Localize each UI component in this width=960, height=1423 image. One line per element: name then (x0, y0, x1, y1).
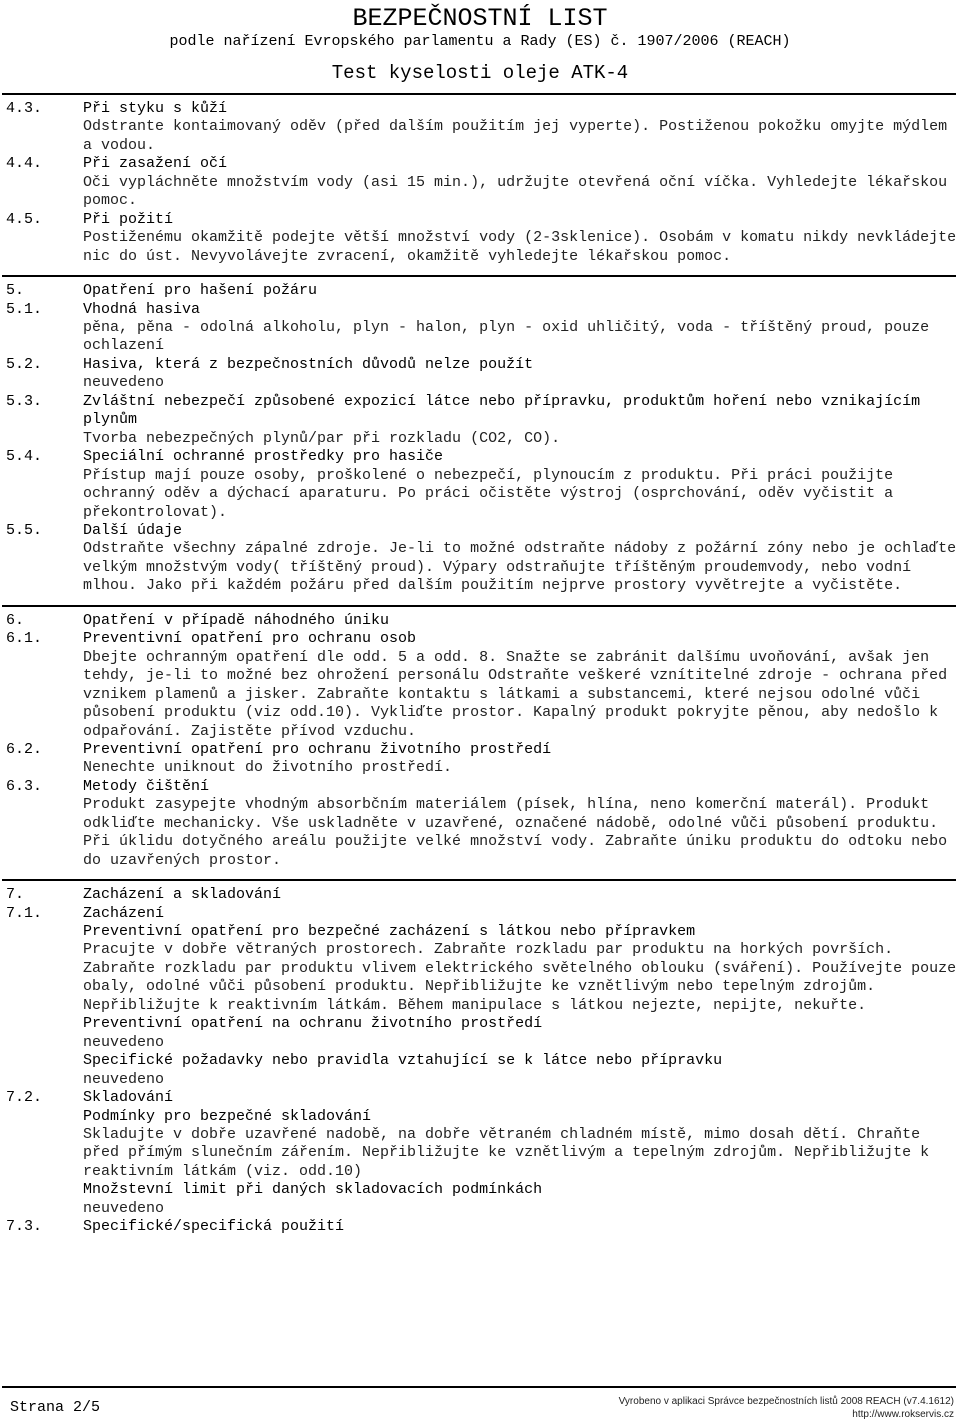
section-heading: Specifické/specifická použití (83, 1218, 345, 1236)
section-heading: Zacházení (83, 904, 165, 922)
generator-credit (619, 1395, 954, 1421)
section-text: Přístup mají pouze osoby, proškolené o nebezpečí, plynoucím z produktu. Při práci použijte ochranný oděv a dýchací aparaturu. Po práci očistěte výstroj (osprchování, oděv vyčistit a překontrolovat). (83, 466, 894, 521)
section-number: 4.5. (6, 210, 43, 228)
section-number: 7. (6, 886, 25, 904)
section-heading: Metody čištění (83, 777, 210, 795)
section-heading-row (0, 448, 960, 466)
section-number (0, 923, 83, 941)
document-title: BEZPEČNOSTNÍ LIST (352, 4, 608, 33)
section-number: 7.1. (6, 904, 43, 922)
section-number: 5.1. (6, 300, 43, 318)
section-number (0, 229, 83, 266)
section-heading-row (0, 155, 960, 173)
section-heading: Preventivní opatření pro bezpečné zacházení s látkou nebo přípravkem (83, 923, 696, 941)
section-number (0, 430, 83, 448)
section-number: 5. (6, 282, 25, 300)
section-text-row (0, 467, 960, 522)
section-text: neuvedeno (83, 1199, 165, 1217)
section-number: 6.3. (6, 777, 43, 795)
section-heading-row (0, 1052, 960, 1070)
section-heading: Preventivní opatření pro ochranu osob (83, 630, 417, 648)
section-text-row (0, 174, 960, 211)
section-number (0, 1052, 83, 1070)
section-number (0, 1015, 83, 1033)
section-number (0, 1108, 83, 1126)
section-number (0, 796, 83, 870)
section-number: 5.5. (6, 521, 43, 539)
section-text: Skladujte v dobře uzavřené nadobě, na dobře větraném chladném místě, mimo dosah dětí. Chraňte před přímým slunečním zářením. Nepřibližujte ke vznětlivým a tepelným zdrojům. Nepřibližujte k reaktivním látkám (viz. odd.10) (83, 1126, 930, 1180)
section-text-row (0, 374, 960, 392)
section-heading-row (0, 282, 960, 300)
section-text: Odstraňte všechny zápalné zdroje. Je-li to možné odstraňte nádoby z požární zóny nebo je ochlaďte velkým množstvým vody( tříštěný proud). Výpary odstraňujte tříštěným proudemvody, nebo vodní mlhou. Jako při každém požáru před dalším použitím nejprve prostory vyvětrejte a vyčistěte. (83, 540, 957, 595)
section-number (0, 941, 83, 1015)
section-heading-row (0, 1181, 960, 1199)
section-number (0, 118, 83, 155)
section-heading: Další údaje (83, 521, 183, 539)
section-text: Nenechte uniknout do životního prostředí. (83, 759, 453, 777)
section-divider (2, 879, 956, 881)
section-heading: Podmínky pro bezpečné skladování (83, 1107, 372, 1125)
section-heading-row (0, 1089, 960, 1107)
section-heading: Při styku s kůží (83, 100, 228, 117)
section-text-row (0, 941, 960, 1015)
section-heading-row (0, 612, 960, 630)
section-number: 5.2. (6, 355, 43, 373)
section-number (0, 467, 83, 522)
generator-app: Vyrobeno v aplikaci Správce bezpečnostních listů 2008 REACH (v7.4.1612) (618, 1396, 954, 1407)
section-number: 7.3. (6, 1218, 43, 1236)
section-text: Dbejte ochranným opatření dle odd. 5 a odd. 8. Snažte se zabránit dalšímu uvoňování, avšak jen tehdy, je-li to možné bez ohrožení personálu Odstraňte veškeré vznítitelné zdroje - ochrana před vznikem plamenů a jisker. Zabraňte kontaktu s látkami a substancemi, které nejsou odolné vůči působení produktu (viz odd.10). Vykliďte prostor. Kapalný produkt pokryjte pěnou, aby nedošlo k odpařování. Zajistěte přívod vzduchu. (83, 648, 948, 740)
section-number: 5.3. (6, 392, 43, 410)
section-number (0, 1181, 83, 1199)
section-heading-row (0, 923, 960, 941)
section-number (0, 540, 83, 595)
section-number (0, 374, 83, 392)
section-heading-row (0, 522, 960, 540)
section-heading: Preventivní opatření na ochranu životního prostředí (83, 1015, 543, 1033)
section-number (0, 319, 83, 356)
section-heading-row (0, 905, 960, 923)
section-number (0, 1071, 83, 1089)
section-text-row (0, 118, 960, 155)
header-rule (2, 93, 956, 95)
document-header (0, 0, 960, 96)
section-heading-row (0, 1015, 960, 1033)
section-heading-row (0, 356, 960, 374)
section-heading: Opatření pro hašení požáru (83, 282, 318, 300)
section-text: neuvedeno (83, 1070, 165, 1088)
section-text: Produkt zasypejte vhodným absorbčním materiálem (písek, hlína, neno komerční materál). Produkt odkliďte mechanicky. Vše uskladněte v uzavřené, označené nádobě, odolné vůči působení produktu. Při úklidu dotyčného areálu použijte velké množství vody. Zabraňte úniku produktu do odtoku nebo do uzavřených prostor. (83, 796, 948, 869)
section-heading: Při požití (83, 210, 174, 228)
section-text: neuvedeno (83, 1033, 165, 1051)
section-heading: Skladování (83, 1089, 174, 1107)
section-text: Postiženému okamžitě podejte větší množství vody (2-3sklenice). Osobám v komatu nikdy nevkládejte nic do úst. Nevyvolávejte zvracení, okamžitě vyhledejte lékařskou pomoc. (83, 229, 957, 265)
section-text-row (0, 1034, 960, 1052)
section-divider (2, 275, 956, 277)
section-heading: Zvláštní nebezpečí způsobené expozicí látce nebo přípravku, produktům hoření nebo vznikajícím plynům (83, 392, 921, 429)
section-number: 5.4. (6, 448, 43, 466)
page-number: Strana 2/5 (10, 1399, 101, 1416)
document-body (0, 100, 960, 1237)
section-heading-row (0, 741, 960, 759)
section-number (0, 759, 83, 777)
section-text-row (0, 796, 960, 870)
section-text-row (0, 229, 960, 266)
section-heading-row (0, 393, 960, 430)
section-text: neuvedeno (83, 374, 165, 392)
section-heading: Opatření v případě náhodného úniku (83, 611, 390, 629)
section-heading-row (0, 301, 960, 319)
section-text-row (0, 1200, 960, 1218)
section-text: pěna, pěna - odolná alkoholu, plyn - halon, plyn - oxid uhličitý, voda - tříštěný proud, pouze ochlazení (83, 318, 930, 355)
document-footer (0, 1385, 960, 1423)
section-heading: Speciální ochranné prostředky pro hasiče (83, 448, 444, 466)
section-divider (2, 605, 956, 607)
section-number: 6.1. (6, 630, 43, 648)
section-text-row (0, 1126, 960, 1181)
section-heading: Hasiva, která z bezpečnostních důvodů nelze použít (83, 355, 534, 373)
section-number (0, 1034, 83, 1052)
section-heading: Specifické požadavky nebo pravidla vztahující se k látce nebo přípravku (83, 1052, 723, 1070)
section-heading: Zacházení a skladování (83, 886, 282, 904)
section-heading-row (0, 886, 960, 904)
section-text-row (0, 319, 960, 356)
section-number (0, 649, 83, 741)
section-number: 4.4. (6, 155, 43, 173)
section-number (0, 1200, 83, 1218)
section-number: 4.3. (6, 100, 43, 117)
section-text: Oči vypláchněte množstvím vody (asi 15 min.), udržujte otevřená oční víčka. Vyhledejte lékařskou pomoc. (83, 173, 948, 210)
section-heading-row (0, 211, 960, 229)
section-text: Odstrante kontaimovaný oděv (před dalším použitím jej vyperte). Postiženou pokožku omyjte mýdlem a vodou. (83, 118, 948, 154)
section-number: 6. (6, 611, 25, 629)
section-heading: Množstevní limit při daných skladovacích podmínkách (83, 1181, 543, 1199)
section-text: Pracujte v dobře větraných prostorech. Zabraňte rozkladu par produktu na horkých površích. Zabraňte rozkladu par produktu vlivem elektrického světelného oblouku (sváření). Používejte pouze obaly, odolné vůči působení produktu. Nepřibližujte ke vznětlivým nebo tepelným zdrojům. Nepřibližujte k reaktivním látkám. Během manipulace s látkou nejezte, nepijte, nekuřte. (83, 941, 957, 1014)
section-heading: Při zasažení očí (83, 155, 228, 173)
section-heading-row (0, 1108, 960, 1126)
section-heading: Vhodná hasiva (83, 300, 201, 318)
section-text-row (0, 1071, 960, 1089)
section-text-row (0, 540, 960, 595)
section-text-row (0, 759, 960, 777)
product-name: Test kyselosti oleje ATK-4 (331, 62, 629, 84)
generator-url[interactable]: http://www.rokservis.cz (852, 1409, 954, 1420)
regulation-subtitle: podle nařízení Evropského parlamentu a Rady (ES) č. 1907/2006 (REACH) (169, 33, 791, 50)
section-text-row (0, 430, 960, 448)
section-text-row (0, 649, 960, 741)
section-number: 7.2. (6, 1089, 43, 1107)
section-text: Tvorba nebezpečných plynů/par při rozkladu (CO2, CO). (83, 429, 561, 447)
section-number (0, 1126, 83, 1181)
section-heading-row (0, 1218, 960, 1236)
section-number: 6.2. (6, 740, 43, 758)
section-heading-row (0, 100, 960, 118)
section-heading-row (0, 778, 960, 796)
section-number (0, 174, 83, 211)
section-heading: Preventivní opatření pro ochranu životního prostředí (83, 740, 552, 758)
section-heading-row (0, 630, 960, 648)
